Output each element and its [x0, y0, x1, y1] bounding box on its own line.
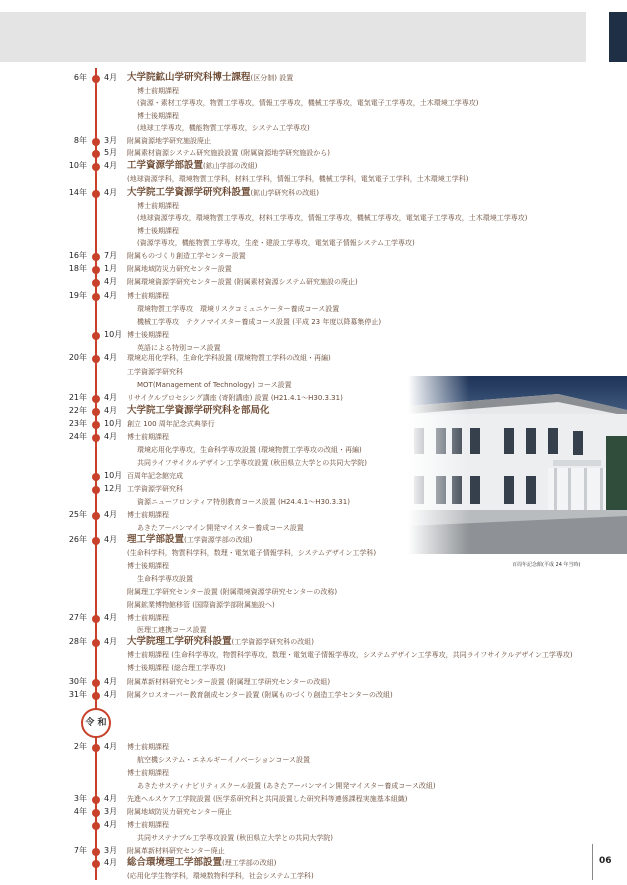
page-number-rule: [592, 844, 593, 880]
timeline-event-label: (資源・素材工学専攻，物質工学専攻，情報工学専攻，機械工学専攻，電気電子工学専攻，土木環境工学専攻): [137, 99, 479, 107]
era-badge-reiwa: 令 和: [81, 708, 111, 738]
timeline-event-label: 博士前期課程: [127, 511, 169, 519]
timeline-month: 5月: [104, 148, 118, 157]
timeline-row: [0, 586, 627, 598]
timeline-dot: [92, 150, 100, 158]
timeline-event-heading: [127, 636, 314, 648]
timeline-event-text: [137, 212, 527, 224]
timeline-year: 18年: [68, 264, 87, 273]
timeline-row: [0, 187, 627, 199]
timeline-event-text: [127, 470, 183, 482]
timeline-event-label: (資源学専攻，機能物質工学専攻，生産・建設工学専攻，電気電子情報システム工学専攻): [137, 239, 415, 247]
timeline-dot: [92, 279, 100, 287]
timeline-row: [0, 173, 627, 185]
timeline-event-text: [127, 612, 169, 624]
timeline-event-label: (生命科学科，物質科学科，数理・電気電子情報学科，システムデザイン工学科): [127, 549, 377, 557]
timeline-year: 10年: [68, 161, 87, 170]
timeline-year: 26年: [68, 535, 87, 544]
header-band: [0, 12, 586, 62]
timeline-event-label: 博士後期課程: [127, 331, 169, 339]
timeline-event-text: [127, 599, 275, 611]
timeline-event-text: [137, 316, 381, 328]
timeline-event-label: 大学院理工学研究科設置: [127, 636, 232, 647]
timeline-event-label: 工学資源学研究科: [127, 368, 183, 376]
timeline-row: [0, 237, 627, 249]
timeline-row: [0, 200, 627, 212]
timeline-event-text: [137, 624, 207, 636]
timeline-row: [0, 845, 627, 857]
timeline-year: 4年: [73, 807, 87, 816]
timeline-event-label: 附属地域防災力研究センター廃止: [127, 808, 232, 816]
timeline-event-text: [137, 85, 179, 97]
timeline-event-text: [127, 250, 246, 262]
timeline-event-label: 博士前期課程: [127, 743, 169, 751]
timeline-row: [0, 636, 627, 648]
timeline-event-note: (鉱山学部の改組): [203, 162, 258, 170]
timeline-row: [0, 689, 627, 701]
timeline-event-text: [137, 225, 179, 237]
timeline-event-label: 博士前期課程: [127, 292, 169, 300]
timeline-event-heading: [127, 534, 252, 546]
timeline-row: [0, 649, 627, 661]
timeline-row: [0, 819, 627, 831]
timeline-dot: [92, 253, 100, 261]
timeline-month: 4月: [104, 613, 118, 622]
timeline-event-text: [127, 845, 225, 857]
timeline-dot: [92, 266, 100, 274]
timeline-dot: [92, 692, 100, 700]
timeline-event-text: [127, 560, 169, 572]
timeline-year: 23年: [68, 419, 87, 428]
timeline-dot: [92, 138, 100, 146]
timeline-event-text: [127, 366, 183, 378]
timeline-event-text: [127, 431, 169, 443]
timeline-month: 10月: [104, 471, 123, 480]
timeline-row: [0, 662, 627, 674]
timeline-event-text: [127, 649, 573, 661]
timeline-year: 21年: [68, 393, 87, 402]
timeline-event-label: 博士後期課程 (総合理工学専攻): [127, 664, 226, 672]
timeline-dot: [92, 860, 100, 868]
timeline-event-label: 附属クロスオーバー教育創成センター設置 (附属ものづくり創造工学センターの改組): [127, 691, 393, 699]
timeline-event-label: 百周年記念館完成: [127, 472, 183, 480]
timeline-event-label: (地球資源学専攻，環境物質工学専攻，材料工学専攻，情報工学専攻，機械工学専攻，電気電子工学専攻，土木環境工学専攻): [137, 214, 528, 222]
timeline-row: [0, 110, 627, 122]
timeline-event-text: [127, 290, 169, 302]
timeline-event-label: 附属環境資源学研究センター設置 (附属素材資源システム研究施設の廃止): [127, 278, 358, 286]
timeline-row: [0, 870, 627, 882]
timeline-year: 19年: [68, 291, 87, 300]
timeline-month: 4月: [104, 291, 118, 300]
timeline-event-label: 博士後期課程: [137, 112, 179, 120]
timeline-row: [0, 780, 627, 792]
timeline-row: [0, 160, 627, 172]
timeline-row: [0, 72, 627, 84]
timeline-event-label: あきたアーバンマイン開発マイスター養成コース設置: [137, 524, 304, 532]
timeline-row: [0, 754, 627, 766]
timeline-dot: [92, 486, 100, 494]
timeline-event-note: (工学資源学部の改組): [184, 536, 253, 544]
timeline-event-label: 附属地域防災力研究センター設置: [127, 265, 232, 273]
timeline-month: 4月: [104, 161, 118, 170]
timeline-event-text: [127, 586, 337, 598]
timeline-event-label: 英語による特別コース設置: [137, 344, 221, 352]
timeline-event-heading: [127, 187, 319, 199]
timeline-row: [0, 676, 627, 688]
timeline-event-label: 資源ニューフロンティア特別教育コース設置 (H24.4.1〜H30.3.31): [137, 498, 350, 506]
timeline-event-text: [137, 496, 350, 508]
timeline-dot: [92, 434, 100, 442]
timeline-dot: [92, 163, 100, 171]
timeline-event-label: 環境応用化学専攻，生命科学専攻設置 (環境物質工学専攻の改組・再編): [137, 446, 362, 454]
timeline-row: [0, 225, 627, 237]
timeline-year: 6年: [73, 73, 87, 82]
timeline-event-text: [137, 780, 436, 792]
timeline-month: 1月: [104, 264, 118, 273]
timeline-event-label: 大学院工学資源学研究科設置: [127, 187, 251, 198]
timeline-dot: [92, 639, 100, 647]
timeline-dot: [92, 408, 100, 416]
timeline-event-label: 附属理工学研究センター設置 (附属環境資源学研究センターの改称): [127, 588, 338, 596]
timeline-dot: [92, 473, 100, 481]
timeline-dot: [92, 332, 100, 340]
timeline-row: [0, 250, 627, 262]
timeline-dot: [92, 293, 100, 301]
timeline-event-label: 理工学部設置: [127, 534, 185, 545]
timeline-event-text: [127, 135, 211, 147]
timeline-event-label: 博士前期課程: [127, 821, 169, 829]
timeline-event-label: 博士後期課程: [127, 562, 169, 570]
timeline-row: [0, 263, 627, 275]
timeline-event-label: 附属鉱業博物館移管 (国際資源学部附属施設へ): [127, 601, 275, 609]
timeline-month: 4月: [104, 432, 118, 441]
timeline-year: 24年: [68, 432, 87, 441]
timeline-month: 4月: [104, 794, 118, 803]
timeline-dot: [92, 190, 100, 198]
timeline-month: 4月: [104, 820, 118, 829]
timeline-event-text: [137, 110, 179, 122]
timeline-month: 3月: [104, 807, 118, 816]
timeline-year: 25年: [68, 510, 87, 519]
timeline-month: 4月: [104, 277, 118, 286]
timeline-event-text: [127, 418, 215, 430]
timeline-year: 3年: [73, 794, 87, 803]
timeline-event-label: 大学院鉱山学研究科博士課程: [127, 72, 251, 83]
timeline-event-label: 博士後期課程: [137, 227, 179, 235]
timeline-dot: [92, 395, 100, 403]
timeline-dot: [92, 615, 100, 623]
timeline-month: 4月: [104, 406, 118, 415]
timeline-year: 27年: [68, 613, 87, 622]
timeline-row: [0, 352, 627, 364]
timeline-dot: [92, 512, 100, 520]
timeline-year: 16年: [68, 251, 87, 260]
timeline-row: [0, 290, 627, 302]
timeline-event-label: 環境応用化学科，生命化学科設置 (環境物質工学科の改組・再編): [127, 354, 331, 362]
timeline-month: 3月: [104, 136, 118, 145]
timeline-month: 3月: [104, 846, 118, 855]
timeline-event-label: MOT(Management of Technology) コース設置: [137, 381, 292, 389]
timeline-event-text: [127, 806, 232, 818]
timeline-event-note: (理工学部の改組): [222, 859, 277, 867]
timeline-month: 4月: [104, 637, 118, 646]
timeline-year: 14年: [68, 188, 87, 197]
timeline-event-text: [137, 444, 362, 456]
timeline-event-label: (地球工学専攻，機能物質工学専攻，システム工学専攻): [137, 124, 310, 132]
building-photo: [408, 376, 627, 554]
timeline-event-label: 共同ライフサイクルデザイン工学専攻設置 (秋田県立大学との共同大学院): [137, 459, 367, 467]
timeline-event-text: [137, 200, 179, 212]
timeline-event-text: [127, 329, 169, 341]
timeline-event-text: [137, 237, 415, 249]
timeline-event-label: 生命科学専攻設置: [137, 575, 193, 583]
timeline-event-text: [137, 522, 304, 534]
timeline-row: [0, 832, 627, 844]
timeline-event-text: [127, 276, 358, 288]
timeline-year: 22年: [68, 406, 87, 415]
timeline-month: 12月: [104, 484, 123, 493]
timeline-month: 4月: [104, 188, 118, 197]
timeline-event-text: [127, 547, 376, 559]
timeline-event-label: 附属革新材料研究センター設置 (附属理工学研究センターの改組): [127, 678, 331, 686]
timeline-month: 4月: [104, 535, 118, 544]
timeline-row: [0, 135, 627, 147]
timeline-event-label: リサイクルプロセシング講座 (寄附講座) 設置 (H21.4.1〜H30.3.31): [127, 394, 343, 402]
timeline-dot: [92, 848, 100, 856]
timeline-event-note: (鉱山学研究科の改組): [250, 189, 319, 197]
timeline-event-label: 附属革新材料研究センター廃止: [127, 847, 225, 855]
timeline-event-label: 工学資源学研究科: [127, 485, 183, 493]
timeline-event-heading: [127, 405, 270, 417]
timeline-event-label: 博士前期課程: [127, 769, 169, 777]
timeline-event-text: [137, 303, 339, 315]
timeline-row: [0, 624, 627, 636]
timeline-event-text: [127, 392, 343, 404]
timeline-event-text: [127, 509, 169, 521]
timeline-year: 8年: [73, 136, 87, 145]
timeline-event-text: [127, 793, 407, 805]
timeline-event-label: 医理工連携コース設置: [137, 626, 207, 634]
timeline-event-text: [137, 754, 310, 766]
timeline-row: [0, 147, 627, 159]
timeline-year: 30年: [68, 677, 87, 686]
timeline-event-label: 附属素材資源システム研究施設設置 (附属資源地学研究施設から): [127, 149, 330, 157]
timeline-event-text: [127, 352, 331, 364]
timeline-event-text: [137, 379, 292, 391]
timeline-event-text: [127, 173, 468, 185]
timeline-dot: [92, 75, 100, 83]
timeline-event-heading: [127, 72, 293, 84]
timeline-row: [0, 85, 627, 97]
timeline-event-text: [127, 263, 232, 275]
timeline-row: [0, 793, 627, 805]
timeline-event-text: [127, 819, 169, 831]
timeline-month: 10月: [104, 330, 123, 339]
timeline-row: [0, 97, 627, 109]
timeline-row: [0, 573, 627, 585]
timeline-event-text: [137, 832, 333, 844]
timeline-row: [0, 276, 627, 288]
timeline-event-label: 工学資源学部設置: [127, 160, 204, 171]
timeline-year: 20年: [68, 353, 87, 362]
timeline-row: [0, 303, 627, 315]
timeline-month: 4月: [104, 742, 118, 751]
timeline-event-label: (応用化学生物学科，環境数物科学科，社会システム工学科): [127, 872, 314, 880]
timeline-month: 4月: [104, 690, 118, 699]
timeline-event-label: 航空機システム・エネルギーイノベーションコース設置: [137, 756, 310, 764]
timeline-year: 31年: [68, 690, 87, 699]
timeline-row: [0, 122, 627, 134]
timeline-event-label: 附属ものづくり創造工学センター設置: [127, 252, 246, 260]
timeline-event-text: [127, 870, 314, 882]
timeline-row: [0, 599, 627, 611]
timeline-event-label: 創立 100 周年記念式典挙行: [127, 420, 215, 428]
timeline-event-note: (工学資源学研究科の改組): [231, 638, 314, 646]
timeline-month: 4月: [104, 393, 118, 402]
timeline-event-label: 博士前期課程: [127, 433, 169, 441]
timeline-event-text: [127, 767, 169, 779]
timeline-event-label: 共同サステナブル工学専攻設置 (秋田県立大学との共同大学院): [137, 834, 333, 842]
timeline-row: [0, 857, 627, 869]
timeline-row: [0, 806, 627, 818]
timeline-row: [0, 612, 627, 624]
timeline-year: 28年: [68, 637, 87, 646]
timeline-month: 4月: [104, 353, 118, 362]
timeline-event-label: 機械工学専攻 テクノマイスター養成コース設置 (平成 23 年度以降募集停止): [137, 318, 382, 326]
timeline-event-label: (地球資源学科，環境物質工学科，材料工学科，情報工学科，機械工学科，電気電子工学科，土木環境工学科): [127, 175, 469, 183]
timeline-event-heading: [127, 160, 257, 172]
timeline-event-text: [127, 662, 226, 674]
timeline-month: 4月: [104, 677, 118, 686]
timeline-dot: [92, 744, 100, 752]
timeline-month: 10月: [104, 419, 123, 428]
timeline-dot: [92, 355, 100, 363]
timeline-event-text: [127, 483, 183, 495]
timeline-dot: [92, 679, 100, 687]
timeline-event-note: (区分制) 設置: [250, 74, 294, 82]
timeline-month: 4月: [104, 73, 118, 82]
timeline-event-text: [137, 97, 478, 109]
photo-caption: 百周年記念館(平成 24 年当時): [512, 562, 581, 568]
timeline-event-text: [127, 676, 330, 688]
timeline-month: 4月: [104, 510, 118, 519]
timeline-year: 2年: [73, 742, 87, 751]
timeline-event-label: 附属資源地学研究施設廃止: [127, 137, 211, 145]
timeline-event-label: 博士前期課程: [137, 87, 179, 95]
timeline-row: [0, 329, 627, 341]
timeline-event-label: 大学院工学資源学研究科を部局化: [127, 405, 270, 416]
timeline-event-label: 博士前期課程 (生命科学専攻，物質科学専攻，数理・電気電子情報学専攻，システムデザイン工学専攻，共同ライフサイクルデザイン工学専攻): [127, 651, 573, 659]
timeline-row: [0, 741, 627, 753]
timeline-event-label: あきたサスティナビリティスクール設置 (あきたアーバンマイン開発マイスター養成コース改組): [137, 782, 436, 790]
timeline-event-text: [137, 122, 310, 134]
timeline-row: [0, 767, 627, 779]
timeline-dot: [92, 537, 100, 545]
timeline-event-text: [127, 147, 330, 159]
timeline-year: 7年: [73, 846, 87, 855]
timeline-dot: [92, 421, 100, 429]
timeline-dot: [92, 809, 100, 817]
timeline-event-label: 総合環境理工学部設置: [127, 857, 223, 868]
timeline-event-label: 博士前期課程: [137, 202, 179, 210]
timeline-month: 7月: [104, 251, 118, 260]
timeline-event-text: [137, 457, 367, 469]
timeline-row: [0, 212, 627, 224]
timeline-dot: [92, 796, 100, 804]
timeline-row: [0, 316, 627, 328]
timeline-event-text: [127, 741, 169, 753]
timeline-event-heading: [127, 857, 276, 869]
timeline-event-text: [137, 573, 193, 585]
timeline-event-label: 環境物質工学専攻 環境リスクコミュニケーター養成コース設置: [137, 305, 340, 313]
timeline-event-label: 先進ヘルスケア工学院設置 (医学系研究科と共同設置した研究科等連係課程実施基本組織): [127, 795, 408, 803]
timeline-dot: [92, 822, 100, 830]
timeline-event-label: 博士前期課程: [127, 614, 169, 622]
timeline-month: 4月: [104, 858, 118, 867]
corner-accent: [609, 12, 627, 62]
timeline-event-text: [127, 689, 393, 701]
page-number: 06: [599, 856, 612, 866]
